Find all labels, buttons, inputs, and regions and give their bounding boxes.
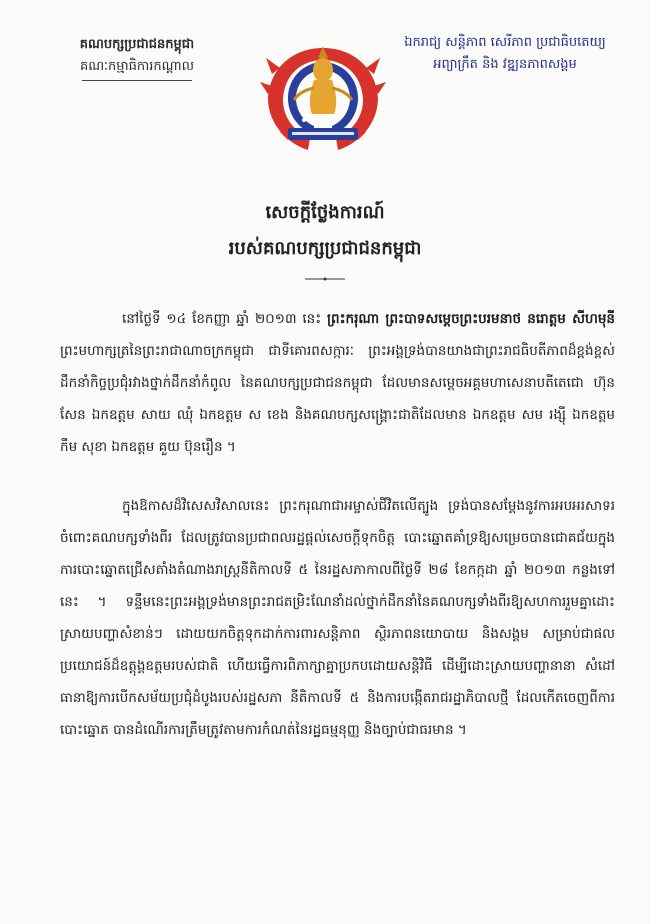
national-motto (390, 32, 620, 76)
logo-banner (280, 128, 366, 140)
motto-line-2: អព្យាក្រឹត និង វឌ្ឍនភាពសង្គម (433, 57, 577, 72)
party-logo (258, 28, 388, 158)
paragraph-2 (60, 490, 615, 746)
document-title: សេចក្តីថ្លែងការណ៍ (265, 202, 385, 223)
motto-line-1: ឯករាជ្យ សន្តិភាព សេរីភាព ប្រជាធិបតេយ្យ (404, 35, 606, 50)
committee-name: គណៈកម្មាធិការកណ្តាល (79, 59, 195, 74)
paragraph-2-body: ក្នុងឱកាសដ៏វិសេសវិសាលនេះ ព្រះករុណាជាអម្ចាស់ជីវិតលើត្បូង ទ្រង់បានសម្តែងនូវការអបអរសាទរចំពោះគណបក្សទាំងពីរ ដែលត្រូវបានប្រជាពលរដ្ឋផ្តល់សេចក្តីទុកចិត្ត បោះឆ្នោតគាំទ្រឱ្យសម្រេចបានជោគជ័យក្នុងការបោះឆ្នោតជ្រើសតាំងតំណាងរាស្ត្រនីតិកាលទី ៥ នៃរដ្ឋសភាកាលពីថ្ងៃទី ២៨ ខែកក្កដា ឆ្នាំ ២០១៣ កន្លងទៅនេះ ។ ទន្ទឹមនេះព្រះអង្គទ្រង់មានព្រះរាជតម្រិះណែនាំដល់ថ្នាក់ដឹកនាំនៃគណបក្សទាំងពីរឱ្យសហការរួមគ្នាដោះស្រាយបញ្ហាសំខាន់ៗ ដោយយកចិត្តទុកដាក់ការពារសន្តិភាព ស្ថិរភាពនយោបាយ និងសង្គម សម្រាប់ជាផលប្រយោជន៍ដ៏ឧត្តុង្គឧត្តមរបស់ជាតិ ហើយធ្វើការពិភាក្សាគ្នាប្រកបដោយសន្តិវិធី ដើម្បីដោះស្រាយបញ្ហានានា សំដៅធានាឱ្យការបើកសម័យប្រជុំដំបូងរបស់រដ្ឋសភា នីតិកាលទី ៥ និងការបង្កើតរាជរដ្ឋាភិបាលថ្មី ដែលកើតចេញពីការបោះឆ្នោត បានដំណើរការត្រឹមត្រូវតាមការកំណត់នៃរដ្ឋធម្មនុញ្ញ និងច្បាប់ជាធរមាន ។ (60, 498, 615, 738)
paragraph-1-royal-title: ព្រះករុណា ព្រះបាទសម្តេចព្រះបរមនាថ នរោត្តម សីហមុនី (327, 311, 615, 327)
title-divider-ornament (305, 276, 345, 282)
party-name: គណបក្សប្រជាជនកម្ពុជា (79, 37, 195, 52)
paragraph-1-body: ព្រះមហាក្សត្រនៃព្រះរាជាណាចក្រកម្ពុជា ជាទីគោរពសក្ការៈ ព្រះអង្គទ្រង់បានយាងជាព្រះរាជធិបតីភាពដ៏ខ្ពង់ខ្ពស់ដឹកនាំកិច្ចប្រជុំរវាងថ្នាក់ដឹកនាំកំពូល នៃគណបក្សប្រជាជនកម្ពុជា ដែលមានសម្តេចអគ្គមហាសេនាបតីតេជោ ហ៊ុន សែន ឯកឧត្តម សាយ ឈុំ ឯកឧត្តម ស ខេង និងគណបក្សសង្គ្រោះជាតិដែលមាន ឯកឧត្តម សម រង្ស៊ី ឯកឧត្តម កឹម សុខា ឯកឧត្តម គួយ ប៊ុនរឿន ។ (60, 343, 615, 455)
paragraph-1 (60, 303, 615, 463)
document-subtitle: របស់គណបក្សប្រជាជនកម្ពុជា (228, 238, 422, 259)
header-underline (82, 80, 192, 81)
paragraph-1-lead: នៅថ្ងៃទី ១៤ ខែកញ្ញា ឆ្នាំ ២០១៣ នេះ (122, 311, 328, 327)
party-header (42, 34, 232, 81)
